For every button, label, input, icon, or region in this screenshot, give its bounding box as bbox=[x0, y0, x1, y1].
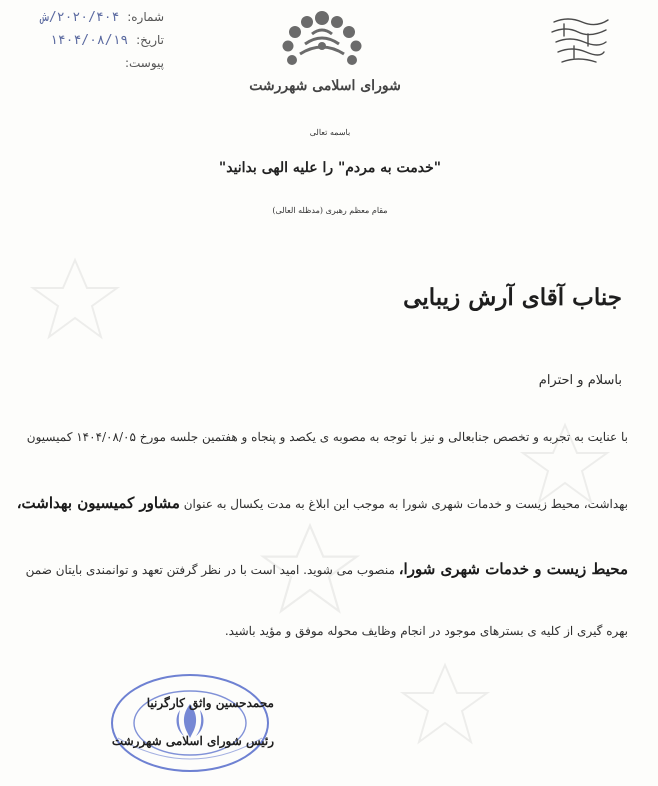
body-line-2-text: بهداشت، محیط زیست و خدمات شهری شورا به موجب این ابلاغ به مدت یکسال به عنوان bbox=[179, 497, 628, 511]
signatory-title: رئیس شورای اسلامی شهررشت bbox=[111, 734, 274, 748]
star-watermark-icon bbox=[30, 255, 120, 345]
calligraphy-motif-icon bbox=[548, 12, 610, 68]
signatory-name: محمدحسین واثق کارگرنیا bbox=[146, 696, 274, 710]
body-line-2 bbox=[17, 494, 628, 512]
council-name: شورای اسلامی شهررشت bbox=[249, 78, 401, 94]
leader-quote: "خدمت به مردم" را علیه الهی بدانید" bbox=[218, 160, 442, 176]
number-value: ۲۰۲۰/۴۰۴/ش bbox=[41, 10, 120, 25]
body-line-3-text: منصوب می شوید. امید است با در نظر گرفتن تعهد و توانمندی بایتان ضمن bbox=[25, 563, 399, 577]
date-value: ۱۴۰۴/۰۸/۱۹ bbox=[49, 33, 129, 48]
body-line-2-bold: مشاور کمیسیون بهداشت، bbox=[16, 494, 180, 512]
greeting: باسلام و احترام bbox=[538, 373, 622, 388]
body-line-1 bbox=[27, 430, 628, 444]
date-label: تاریخ: bbox=[136, 33, 164, 47]
official-stamp bbox=[110, 668, 280, 778]
letter-meta bbox=[14, 6, 164, 75]
body-line-3-bold: محیط زیست و خدمات شهری شورا، bbox=[398, 560, 628, 578]
star-watermark-icon bbox=[400, 660, 490, 750]
body-line-1-text: با عنایت به تجربه و تخصص جنابعالی و نیز با توجه به مصوبه ی یکصد و پنجاه و هفتمین جلسه مورخ ۱۴۰۴/۰۸/۰۵ کمیسیون bbox=[26, 430, 628, 444]
attachment-label: پیوست: bbox=[124, 56, 164, 70]
body-line-3 bbox=[26, 560, 628, 578]
body-line-4-text: بهره گیری از کلیه ی بسترهای موجود در انجام وظایف محوله موفق و مؤید باشید. bbox=[224, 624, 628, 638]
number-row bbox=[14, 6, 164, 29]
quote-source: مقام معظم رهبری (مدظله العالی) bbox=[272, 206, 388, 215]
bismillah: باسمه تعالی bbox=[309, 128, 351, 137]
number-label: شماره: bbox=[127, 10, 164, 24]
attachment-row bbox=[14, 52, 164, 75]
addressee: جناب آقای آرش زیبایی bbox=[403, 284, 622, 311]
body-line-4 bbox=[225, 624, 628, 638]
date-row bbox=[14, 29, 164, 52]
